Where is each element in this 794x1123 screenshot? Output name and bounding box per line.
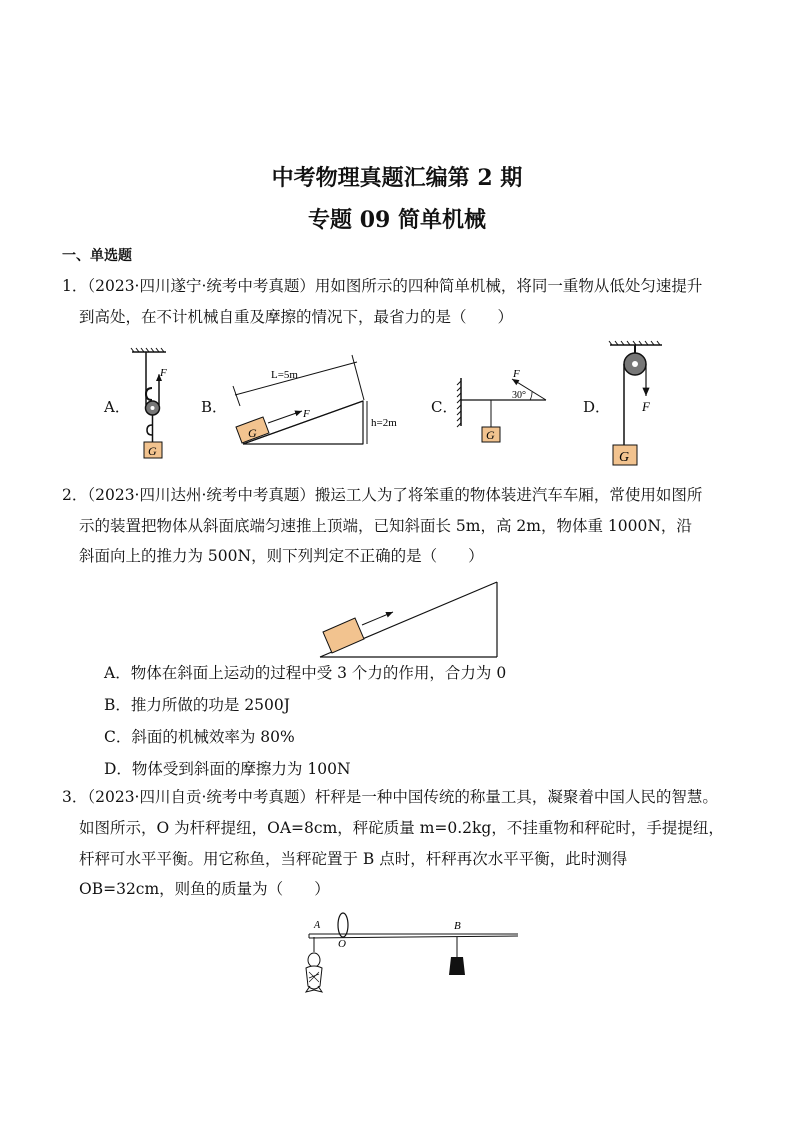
q2-text-line1: 2．（2023·四川达州·统考中考真题）搬运工人为了将笨重的物体装进汽车车厢，常使用如图所 (62, 486, 703, 504)
q3-figure-steelyard (306, 913, 518, 992)
q1-figure-a-g-label: G (148, 444, 157, 458)
q2-text-line3: 斜面向上的推力为 500N，则下列判定不正确的是（ ） (79, 547, 484, 565)
document-subtitle: 专题 09 简单机械 (308, 207, 486, 233)
q1-option-a-label: A． (104, 398, 130, 416)
q2-option-c: C．斜面的机械效率为 80% (104, 728, 295, 746)
q1-figure-a-pulley (131, 348, 167, 458)
q1-figure-c-angle-label: 30° (512, 390, 526, 401)
q1-figure-b-incline (233, 355, 397, 444)
q1-figure-b-f-label: F (303, 408, 310, 420)
q3-figure-a-label: A (314, 920, 321, 931)
q1-figure-d-pulley (609, 341, 662, 465)
q2-option-d: D．物体受到斜面的摩擦力为 100N (104, 760, 351, 778)
q1-figure-b-height-label: h=2m (371, 417, 397, 429)
q1-figure-c-f-label: F (513, 368, 520, 380)
q1-text-line1: 1．（2023·四川遂宁·统考中考真题）用如图所示的四种简单机械，将同一重物从低处匀速提升 (62, 277, 703, 295)
q1-figure-c-lever (457, 368, 546, 442)
q2-text-line2: 示的装置把物体从斜面底端匀速推上顶端，已知斜面长 5m，高 2m，物体重 1000N，沿 (79, 517, 692, 535)
document-title: 中考物理真题汇编第 2 期 (271, 165, 523, 191)
q1-figure-b-g-label: G (248, 426, 257, 440)
q3-figure-o-label: O (338, 938, 346, 950)
q1-figure-b-length-label: L=5m (271, 369, 298, 381)
q3-text-line2: 如图所示，O 为杆秤提纽，OA=8cm，秤砣质量 m=0.2kg，不挂重物和秤砣时，手提提纽， (79, 819, 724, 837)
q2-option-b: B．推力所做的功是 2500J (104, 696, 290, 714)
q1-text-line2: 到高处，在不计机械自重及摩擦的情况下，最省力的是（ ） (79, 308, 514, 326)
q3-text-line4: OB=32cm，则鱼的质量为（ ） (79, 880, 330, 898)
q1-figure-a-f-label: F (160, 367, 167, 379)
q3-text-line3: 杆秤可水平平衡。用它称鱼，当秤砣置于 B 点时，杆秤再次水平平衡，此时测得 (79, 850, 628, 868)
q1-option-d-label: D． (583, 398, 611, 416)
q2-figure-incline (320, 582, 497, 657)
section-heading: 一、单选题 (62, 248, 132, 264)
q3-text-line1: 3．（2023·四川自贡·统考中考真题）杆秤是一种中国传统的称量工具，凝聚着中国人民的智慧。 (62, 788, 718, 806)
q1-figure-d-g-label: G (619, 450, 630, 465)
q2-option-a: A．物体在斜面上运动的过程中受 3 个力的作用，合力为 0 (104, 664, 507, 682)
q1-option-c-label: C． (431, 398, 458, 416)
q1-figure-d-f-label: F (642, 399, 650, 414)
q1-option-b-label: B． (201, 398, 228, 416)
q1-figure-c-g-label: G (486, 428, 495, 442)
q3-figure-b-label: B (454, 920, 461, 932)
